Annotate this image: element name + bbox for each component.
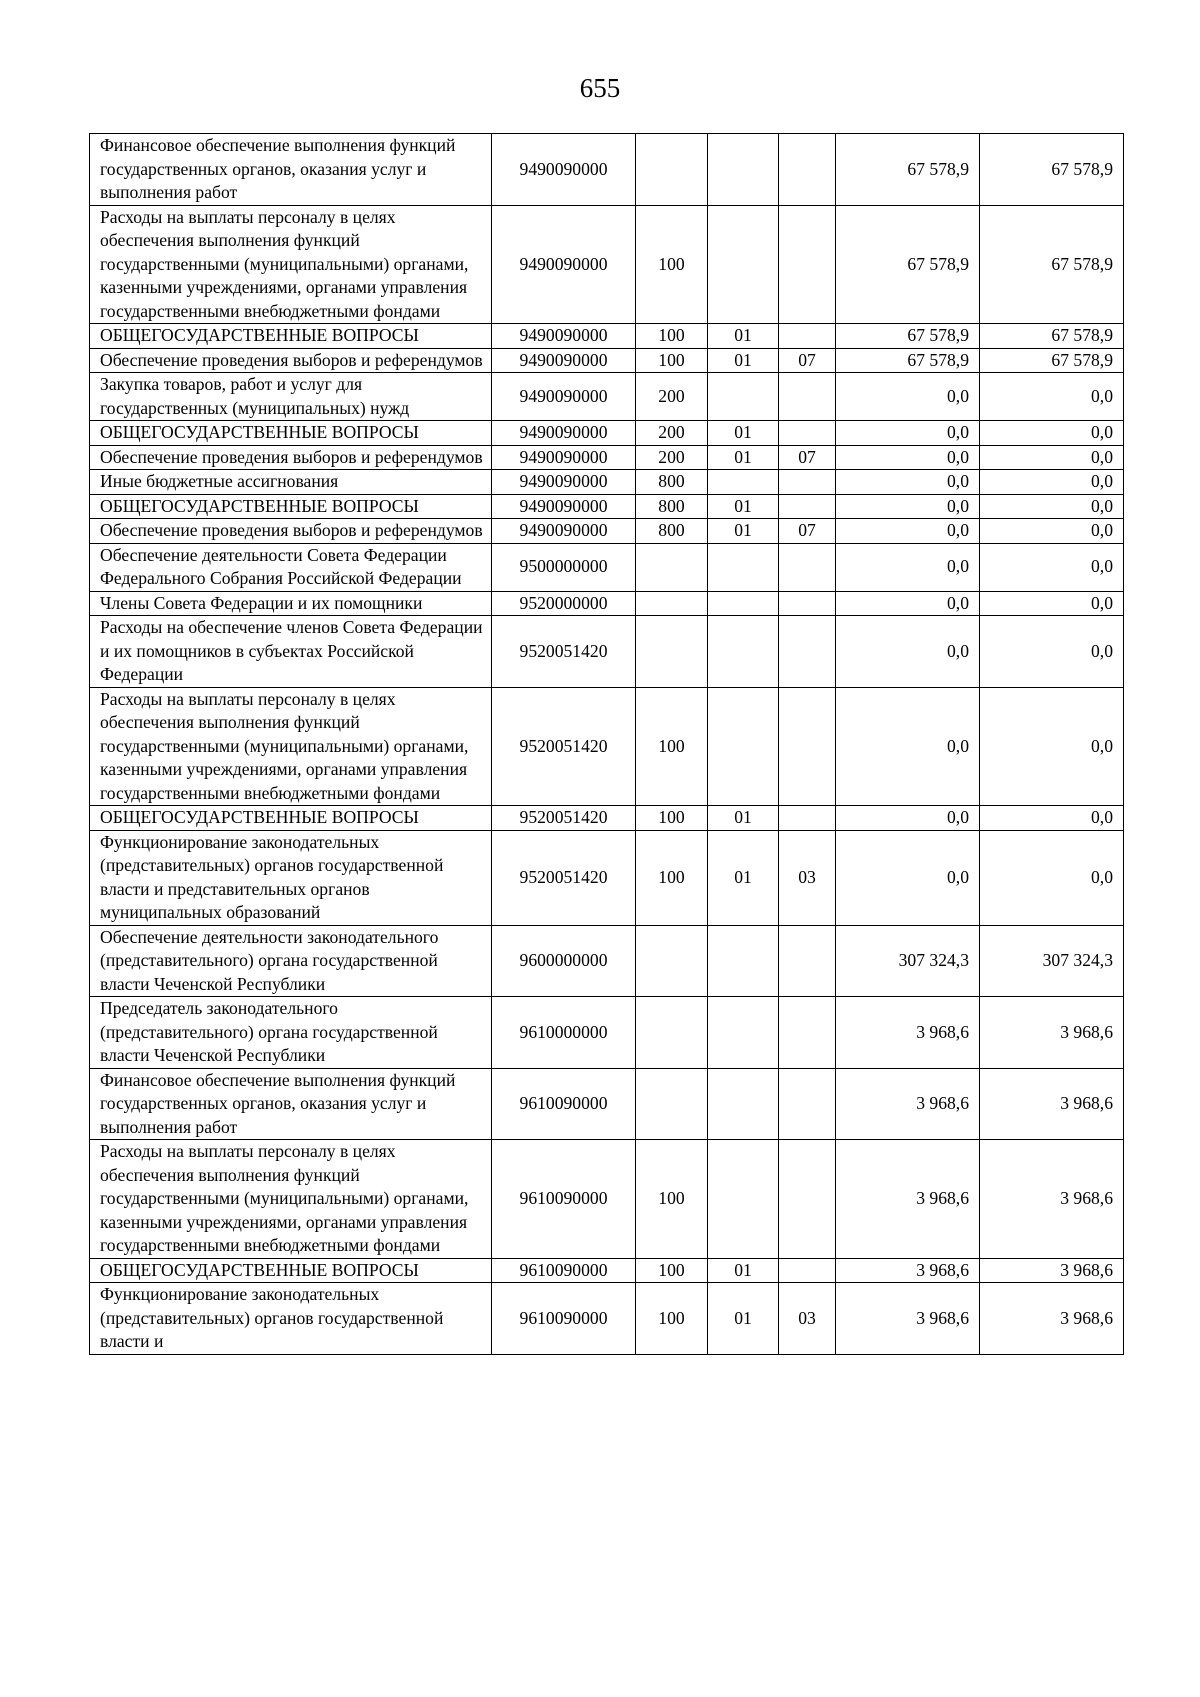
cell-amount-1: 0,0 bbox=[836, 830, 980, 925]
cell-target-article: 9610000000 bbox=[492, 997, 636, 1069]
cell-expense-type: 100 bbox=[636, 1258, 708, 1283]
cell-expense-type: 800 bbox=[636, 494, 708, 519]
cell-subsection bbox=[779, 997, 836, 1069]
cell-section bbox=[708, 205, 779, 324]
cell-expense-type: 800 bbox=[636, 470, 708, 495]
cell-subsection bbox=[779, 591, 836, 616]
cell-target-article: 9490090000 bbox=[492, 494, 636, 519]
cell-section: 01 bbox=[708, 445, 779, 470]
cell-section: 01 bbox=[708, 1258, 779, 1283]
cell-name: Обеспечение деятельности Совета Федерации Федерального Собрания Российской Федерации bbox=[90, 543, 492, 591]
cell-expense-type: 100 bbox=[636, 348, 708, 373]
page-number: 655 bbox=[579, 73, 621, 103]
cell-amount-1: 0,0 bbox=[836, 421, 980, 446]
table-row bbox=[90, 470, 1124, 495]
cell-name: Закупка товаров, работ и услуг для государственных (муниципальных) нужд bbox=[90, 373, 492, 421]
cell-subsection: 03 bbox=[779, 830, 836, 925]
table-row bbox=[90, 324, 1124, 349]
cell-amount-2: 3 968,6 bbox=[980, 1140, 1124, 1259]
cell-expense-type: 100 bbox=[636, 205, 708, 324]
cell-amount-2: 0,0 bbox=[980, 519, 1124, 544]
cell-name: Функционирование законодательных (представительных) органов государственной власти и bbox=[90, 1283, 492, 1355]
cell-amount-1: 307 324,3 bbox=[836, 925, 980, 997]
table-row bbox=[90, 519, 1124, 544]
cell-amount-2: 67 578,9 bbox=[980, 205, 1124, 324]
cell-target-article: 9490090000 bbox=[492, 134, 636, 206]
cell-amount-1: 3 968,6 bbox=[836, 1068, 980, 1140]
cell-subsection bbox=[779, 616, 836, 688]
cell-amount-2: 0,0 bbox=[980, 806, 1124, 831]
cell-expense-type: 100 bbox=[636, 1283, 708, 1355]
cell-amount-1: 0,0 bbox=[836, 470, 980, 495]
cell-amount-2: 0,0 bbox=[980, 421, 1124, 446]
cell-section bbox=[708, 591, 779, 616]
cell-subsection bbox=[779, 1068, 836, 1140]
cell-expense-type: 100 bbox=[636, 830, 708, 925]
cell-name: ОБЩЕГОСУДАРСТВЕННЫЕ ВОПРОСЫ bbox=[90, 421, 492, 446]
cell-subsection: 03 bbox=[779, 1283, 836, 1355]
cell-target-article: 9490090000 bbox=[492, 205, 636, 324]
cell-amount-2: 3 968,6 bbox=[980, 1258, 1124, 1283]
table-row bbox=[90, 997, 1124, 1069]
table-row bbox=[90, 1068, 1124, 1140]
cell-expense-type: 200 bbox=[636, 421, 708, 446]
cell-section bbox=[708, 925, 779, 997]
cell-section: 01 bbox=[708, 830, 779, 925]
cell-expense-type bbox=[636, 925, 708, 997]
cell-section bbox=[708, 134, 779, 206]
cell-subsection bbox=[779, 373, 836, 421]
table-row bbox=[90, 1258, 1124, 1283]
cell-name: Обеспечение деятельности законодательного (представительного) органа государственной власти Чеченской Республики bbox=[90, 925, 492, 997]
cell-expense-type: 200 bbox=[636, 373, 708, 421]
cell-amount-1: 3 968,6 bbox=[836, 997, 980, 1069]
table-row bbox=[90, 205, 1124, 324]
cell-section: 01 bbox=[708, 421, 779, 446]
table-row bbox=[90, 591, 1124, 616]
cell-target-article: 9600000000 bbox=[492, 925, 636, 997]
cell-name: ОБЩЕГОСУДАРСТВЕННЫЕ ВОПРОСЫ bbox=[90, 494, 492, 519]
cell-section bbox=[708, 997, 779, 1069]
budget-table bbox=[89, 133, 1124, 1355]
table-row bbox=[90, 348, 1124, 373]
table-row bbox=[90, 1140, 1124, 1259]
cell-name: Расходы на выплаты персоналу в целях обеспечения выполнения функций государственными (муниципальными) органами, казенными учреждениями, органами управления государственными внебюджетными фондами bbox=[90, 205, 492, 324]
cell-name: ОБЩЕГОСУДАРСТВЕННЫЕ ВОПРОСЫ bbox=[90, 1258, 492, 1283]
cell-target-article: 9520051420 bbox=[492, 830, 636, 925]
table-row bbox=[90, 806, 1124, 831]
cell-amount-1: 3 968,6 bbox=[836, 1258, 980, 1283]
cell-target-article: 9490090000 bbox=[492, 445, 636, 470]
table-row bbox=[90, 134, 1124, 206]
cell-subsection: 07 bbox=[779, 519, 836, 544]
cell-target-article: 9490090000 bbox=[492, 348, 636, 373]
cell-subsection bbox=[779, 687, 836, 806]
cell-section bbox=[708, 543, 779, 591]
cell-amount-1: 3 968,6 bbox=[836, 1140, 980, 1259]
cell-subsection: 07 bbox=[779, 348, 836, 373]
cell-amount-2: 0,0 bbox=[980, 616, 1124, 688]
cell-section bbox=[708, 470, 779, 495]
table-row bbox=[90, 925, 1124, 997]
cell-target-article: 9610090000 bbox=[492, 1258, 636, 1283]
cell-section: 01 bbox=[708, 806, 779, 831]
cell-subsection bbox=[779, 205, 836, 324]
cell-subsection bbox=[779, 421, 836, 446]
cell-amount-1: 0,0 bbox=[836, 373, 980, 421]
cell-amount-2: 3 968,6 bbox=[980, 1068, 1124, 1140]
cell-amount-2: 67 578,9 bbox=[980, 348, 1124, 373]
cell-subsection bbox=[779, 494, 836, 519]
cell-amount-2: 0,0 bbox=[980, 591, 1124, 616]
table-row bbox=[90, 421, 1124, 446]
cell-amount-1: 67 578,9 bbox=[836, 205, 980, 324]
cell-amount-1: 0,0 bbox=[836, 543, 980, 591]
cell-target-article: 9520051420 bbox=[492, 616, 636, 688]
cell-target-article: 9490090000 bbox=[492, 519, 636, 544]
cell-name: Расходы на выплаты персоналу в целях обеспечения выполнения функций государственными (муниципальными) органами, казенными учреждениями, органами управления государственными внебюджетными фондами bbox=[90, 687, 492, 806]
cell-amount-2: 0,0 bbox=[980, 687, 1124, 806]
cell-name: Функционирование законодательных (представительных) органов государственной власти и представительных органов муниципальных образований bbox=[90, 830, 492, 925]
cell-subsection bbox=[779, 1140, 836, 1259]
cell-target-article: 9490090000 bbox=[492, 324, 636, 349]
cell-amount-2: 0,0 bbox=[980, 830, 1124, 925]
cell-amount-1: 67 578,9 bbox=[836, 324, 980, 349]
cell-section: 01 bbox=[708, 1283, 779, 1355]
cell-section bbox=[708, 1068, 779, 1140]
cell-expense-type bbox=[636, 1068, 708, 1140]
cell-target-article: 9500000000 bbox=[492, 543, 636, 591]
cell-section: 01 bbox=[708, 324, 779, 349]
cell-subsection bbox=[779, 1258, 836, 1283]
cell-subsection bbox=[779, 925, 836, 997]
cell-section: 01 bbox=[708, 494, 779, 519]
cell-name: Финансовое обеспечение выполнения функций государственных органов, оказания услуг и выполнения работ bbox=[90, 1068, 492, 1140]
cell-target-article: 9490090000 bbox=[492, 421, 636, 446]
cell-subsection: 07 bbox=[779, 445, 836, 470]
cell-amount-1: 67 578,9 bbox=[836, 348, 980, 373]
cell-section bbox=[708, 687, 779, 806]
cell-name: Расходы на выплаты персоналу в целях обеспечения выполнения функций государственными (муниципальными) органами, казенными учреждениями, органами управления государственными внебюджетными фондами bbox=[90, 1140, 492, 1259]
cell-subsection bbox=[779, 806, 836, 831]
table-row bbox=[90, 616, 1124, 688]
cell-section bbox=[708, 616, 779, 688]
cell-section: 01 bbox=[708, 348, 779, 373]
cell-target-article: 9610090000 bbox=[492, 1068, 636, 1140]
table-row bbox=[90, 830, 1124, 925]
cell-target-article: 9520051420 bbox=[492, 687, 636, 806]
cell-subsection bbox=[779, 324, 836, 349]
cell-amount-2: 0,0 bbox=[980, 470, 1124, 495]
cell-amount-1: 0,0 bbox=[836, 519, 980, 544]
cell-amount-1: 0,0 bbox=[836, 616, 980, 688]
cell-target-article: 9490090000 bbox=[492, 470, 636, 495]
cell-target-article: 9490090000 bbox=[492, 373, 636, 421]
table-row bbox=[90, 373, 1124, 421]
cell-subsection bbox=[779, 470, 836, 495]
cell-name: ОБЩЕГОСУДАРСТВЕННЫЕ ВОПРОСЫ bbox=[90, 806, 492, 831]
cell-name: Обеспечение проведения выборов и референдумов bbox=[90, 445, 492, 470]
cell-amount-2: 3 968,6 bbox=[980, 997, 1124, 1069]
cell-subsection bbox=[779, 134, 836, 206]
cell-name: Иные бюджетные ассигнования bbox=[90, 470, 492, 495]
cell-name: Обеспечение проведения выборов и референдумов bbox=[90, 519, 492, 544]
table-row bbox=[90, 494, 1124, 519]
table-body bbox=[90, 134, 1124, 1355]
cell-amount-2: 67 578,9 bbox=[980, 134, 1124, 206]
table-row bbox=[90, 445, 1124, 470]
cell-section: 01 bbox=[708, 519, 779, 544]
cell-expense-type bbox=[636, 591, 708, 616]
cell-amount-2: 0,0 bbox=[980, 373, 1124, 421]
cell-amount-1: 0,0 bbox=[836, 494, 980, 519]
cell-amount-2: 0,0 bbox=[980, 494, 1124, 519]
cell-name: Финансовое обеспечение выполнения функций государственных органов, оказания услуг и выполнения работ bbox=[90, 134, 492, 206]
cell-expense-type bbox=[636, 997, 708, 1069]
cell-target-article: 9520051420 bbox=[492, 806, 636, 831]
cell-name: Обеспечение проведения выборов и референдумов bbox=[90, 348, 492, 373]
cell-amount-2: 307 324,3 bbox=[980, 925, 1124, 997]
cell-target-article: 9610090000 bbox=[492, 1140, 636, 1259]
cell-name: Расходы на обеспечение членов Совета Федерации и их помощников в субъектах Российской Федерации bbox=[90, 616, 492, 688]
cell-name: ОБЩЕГОСУДАРСТВЕННЫЕ ВОПРОСЫ bbox=[90, 324, 492, 349]
cell-amount-1: 0,0 bbox=[836, 806, 980, 831]
cell-amount-1: 0,0 bbox=[836, 591, 980, 616]
cell-amount-1: 67 578,9 bbox=[836, 134, 980, 206]
cell-expense-type bbox=[636, 616, 708, 688]
cell-expense-type bbox=[636, 134, 708, 206]
cell-target-article: 9610090000 bbox=[492, 1283, 636, 1355]
cell-amount-1: 0,0 bbox=[836, 445, 980, 470]
cell-target-article: 9520000000 bbox=[492, 591, 636, 616]
cell-expense-type: 100 bbox=[636, 806, 708, 831]
cell-section bbox=[708, 373, 779, 421]
cell-expense-type: 100 bbox=[636, 687, 708, 806]
cell-amount-1: 0,0 bbox=[836, 687, 980, 806]
cell-expense-type: 100 bbox=[636, 1140, 708, 1259]
cell-expense-type: 800 bbox=[636, 519, 708, 544]
cell-name: Члены Совета Федерации и их помощники bbox=[90, 591, 492, 616]
table-row bbox=[90, 1283, 1124, 1355]
cell-expense-type: 100 bbox=[636, 324, 708, 349]
cell-amount-1: 3 968,6 bbox=[836, 1283, 980, 1355]
cell-expense-type: 200 bbox=[636, 445, 708, 470]
cell-subsection bbox=[779, 543, 836, 591]
cell-section bbox=[708, 1140, 779, 1259]
cell-amount-2: 3 968,6 bbox=[980, 1283, 1124, 1355]
cell-amount-2: 0,0 bbox=[980, 445, 1124, 470]
cell-expense-type bbox=[636, 543, 708, 591]
cell-amount-2: 67 578,9 bbox=[980, 324, 1124, 349]
cell-amount-2: 0,0 bbox=[980, 543, 1124, 591]
table-row bbox=[90, 687, 1124, 806]
table-row bbox=[90, 543, 1124, 591]
cell-name: Председатель законодательного (представительного) органа государственной власти Чеченской Республики bbox=[90, 997, 492, 1069]
